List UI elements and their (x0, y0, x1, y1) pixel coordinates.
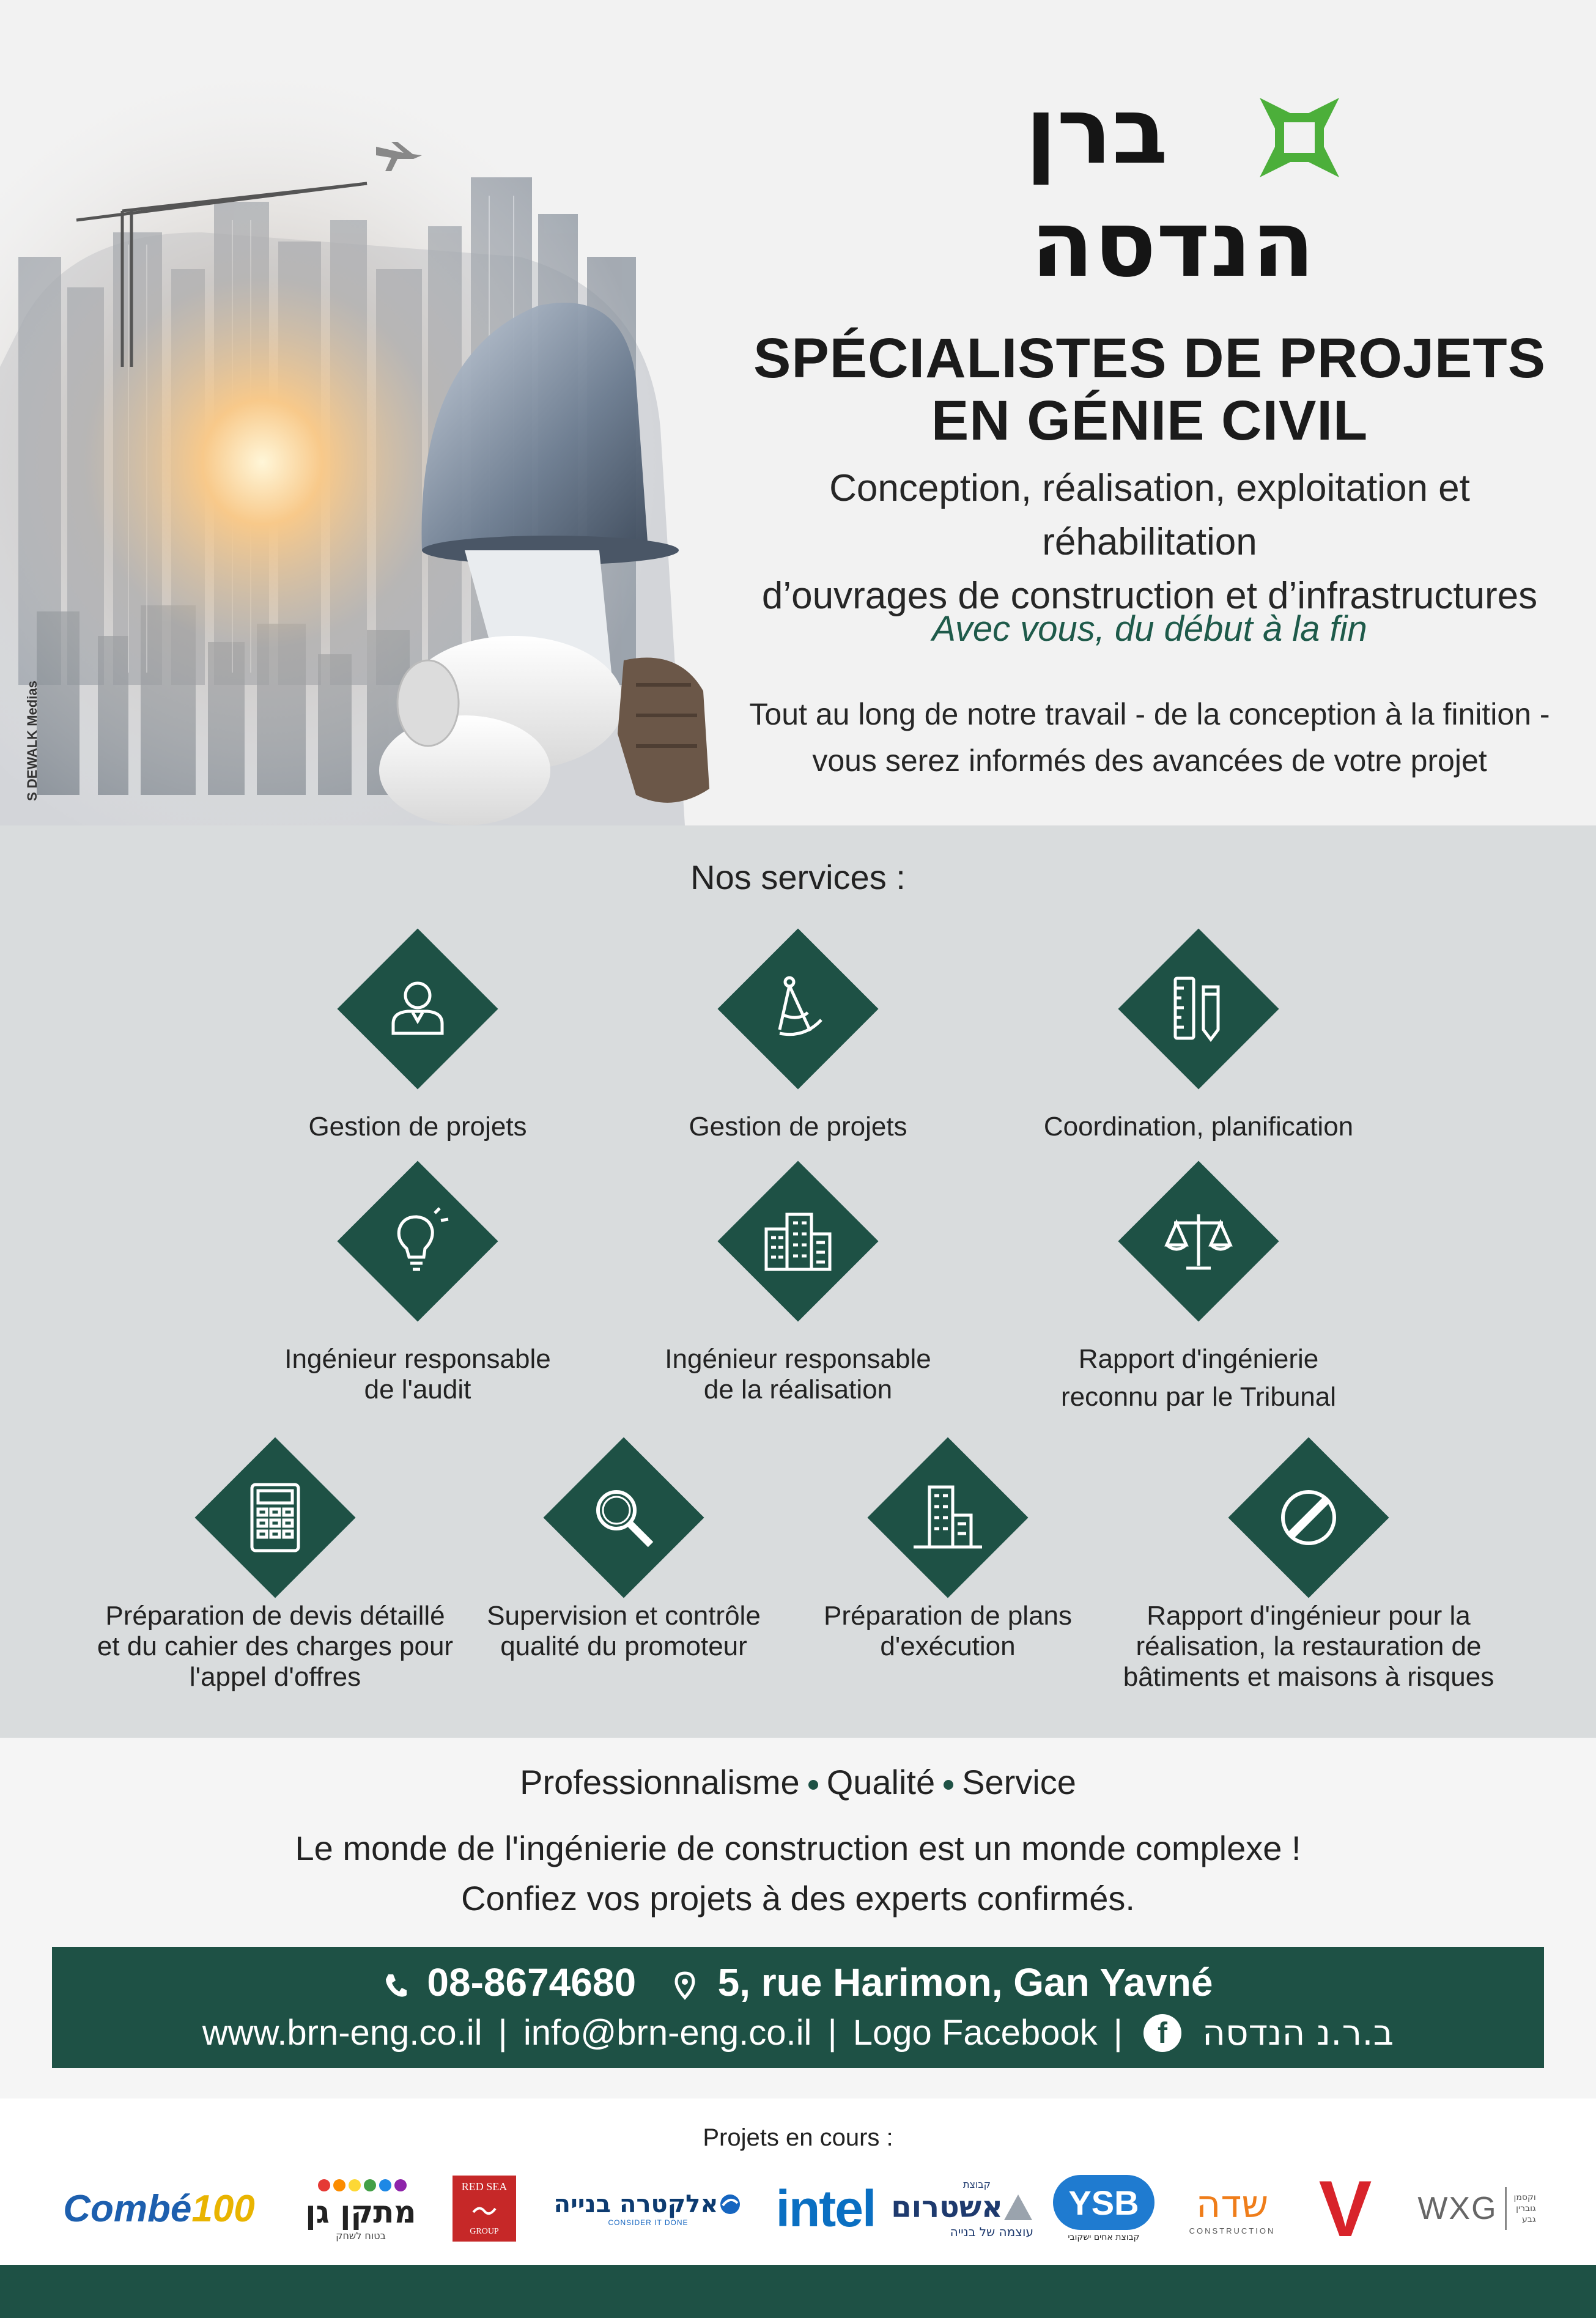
partner-logo-v (1315, 2166, 1376, 2251)
service-diamond (1118, 928, 1279, 1090)
service-label-line: Préparation de devis détaillé (105, 1601, 445, 1631)
services-section (0, 825, 1596, 1738)
service-item (608, 1161, 988, 1430)
service-label-line: de la réalisation (703, 1375, 893, 1404)
facebook-icon[interactable]: f (1143, 2014, 1181, 2052)
logo-text-brn: ברן (1025, 78, 1168, 185)
separator: | (827, 2013, 837, 2053)
partner-logo-intel (761, 2166, 890, 2251)
ashtrom-text: אשטרום (891, 2190, 1003, 2224)
ashtrom-triangle-icon (1003, 2192, 1033, 2223)
service-diamond (194, 1437, 356, 1598)
location-pin-icon (674, 1971, 696, 2000)
intel-text: intel (775, 2179, 876, 2237)
subtitle-line-2: d’ouvrages de construction et d’infrastructures (761, 575, 1538, 617)
address-text: 5, rue Harimon, Gan Yavné (717, 1960, 1213, 2004)
complex-line-1: Le monde de l'ingénierie de construction est un monde complexe ! (295, 1829, 1301, 1867)
partners-section (0, 2098, 1596, 2265)
wxg-subtext: גבע (1522, 2215, 1536, 2224)
service-label (434, 1601, 813, 1662)
lightbulb-icon (381, 1205, 454, 1278)
electra-subtext: CONSIDER IT DONE (608, 2218, 689, 2227)
intro-line-2: vous serez informés des avancées de votre projet (812, 744, 1487, 778)
service-item (1119, 1437, 1498, 1706)
service-label-line: réalisation, la restauration de (1136, 1631, 1482, 1661)
subtitle (722, 462, 1578, 623)
logo-text-handasa: הנדסה (1030, 191, 1315, 298)
combe-number: 100 (191, 2187, 255, 2230)
photo-credit: S DEWALK Medias (24, 681, 40, 801)
service-label-line: Ingénieur responsable (665, 1344, 931, 1374)
service-label (608, 1112, 988, 1142)
separator: | (498, 2013, 508, 2053)
service-label-line: Rapport d'ingénieur pour la (1147, 1601, 1471, 1631)
no-entry-icon (1272, 1481, 1345, 1554)
service-label-line: Supervision et contrôle (487, 1601, 761, 1631)
service-label (608, 1344, 988, 1405)
service-diamond (1228, 1437, 1389, 1598)
service-item (228, 1161, 607, 1430)
headline-line-1: SPÉCIALISTES DE PROJETS (753, 327, 1546, 389)
service-label (228, 1112, 607, 1142)
wxg-subtext: וקסמן (1513, 2193, 1536, 2202)
wxg-text: WXG (1417, 2191, 1498, 2226)
service-label-line: Coordination, planification (1043, 1112, 1354, 1142)
ysb-subtext: קבוצת אחים ישקובי (1068, 2232, 1140, 2242)
service-diamond (337, 1161, 498, 1322)
compass-icon (761, 972, 835, 1046)
v-logo-text: V (1318, 2164, 1372, 2253)
website-link[interactable]: www.brn-eng.co.il (202, 2013, 482, 2053)
matkan-gan-figures-icon (312, 2176, 410, 2194)
complex-line-2: Confiez vos projets à des experts confirmés. (461, 1879, 1135, 1918)
partner-logo-electra (547, 2166, 749, 2251)
red-sea-wave-icon (472, 2204, 497, 2217)
intro-line-1: Tout au long de notre travail - de la conception à la finition - (749, 697, 1550, 731)
buildings-icon (761, 1205, 835, 1278)
service-label-line: qualité du promoteur (500, 1631, 747, 1661)
city-engineer-illustration (0, 0, 795, 825)
ysb-text: YSB (1068, 2183, 1139, 2222)
headline (722, 327, 1578, 452)
partner-logo-wxg (1400, 2166, 1553, 2251)
separator: | (1113, 2013, 1123, 2053)
complex-statement (0, 1823, 1596, 1924)
service-label-line: bâtiments et maisons à risques (1123, 1662, 1494, 1692)
service-label (1009, 1112, 1388, 1142)
service-diamond (1118, 1161, 1279, 1322)
combe-text: Combé (63, 2187, 192, 2230)
hero-section (0, 0, 1596, 825)
phone-link[interactable]: 08-8674680 (427, 1960, 637, 2004)
intro-text (722, 691, 1578, 784)
red-sea-group-text: GROUP (470, 2227, 499, 2236)
email-link[interactable]: info@brn-eng.co.il (523, 2013, 812, 2053)
service-diamond (337, 928, 498, 1090)
service-diamond (717, 928, 879, 1090)
sade-subtext: CONSTRUCTION (1189, 2226, 1276, 2235)
service-item (758, 1437, 1137, 1706)
value-service: Service (962, 1763, 1076, 1801)
phone-icon (383, 1972, 408, 1999)
service-diamond (717, 1161, 879, 1322)
bullet-dot-icon (944, 1780, 953, 1790)
tagline: Avec vous, du début à la fin (932, 609, 1367, 649)
service-label (758, 1601, 1137, 1662)
partner-logo-ashtrom (891, 2166, 1033, 2251)
service-label-line: Ingénieur responsable (284, 1344, 551, 1374)
facebook-page-link[interactable]: ב.ר.נ הנדסה (1202, 2012, 1394, 2053)
contact-row-links (52, 2008, 1544, 2058)
company-logo (985, 79, 1351, 300)
services-title: Nos services : (690, 858, 906, 896)
wxg-divider (1505, 2187, 1507, 2230)
wxg-subtext: גוברין (1516, 2204, 1536, 2213)
partner-logo-matkan-gan (294, 2166, 428, 2251)
service-item (608, 928, 988, 1197)
footer-band (0, 2265, 1596, 2318)
red-sea-text: RED SEA (461, 2180, 508, 2193)
service-label-line: l'appel d'offres (189, 1662, 361, 1692)
service-label-line: Gestion de projets (308, 1112, 527, 1142)
building-plan-icon (911, 1481, 985, 1554)
partners-title: Projets en cours : (703, 2124, 893, 2151)
partner-logo-sade (1177, 2166, 1287, 2251)
contact-row-phone-address (52, 1958, 1544, 2007)
service-label-line: de l'audit (364, 1375, 471, 1404)
service-label-line: Gestion de projets (689, 1112, 907, 1142)
service-label-line: Rapport d'ingénierie (1078, 1344, 1319, 1374)
value-professionalism: Professionnalisme (520, 1763, 800, 1801)
bullet-dot-icon (808, 1780, 818, 1790)
partner-logo-ysb (1052, 2166, 1156, 2251)
service-label-line: et du cahier des charges pour (97, 1631, 454, 1661)
electra-swirl-icon (718, 2192, 742, 2216)
partner-logo-combe (55, 2166, 263, 2251)
service-diamond (867, 1437, 1029, 1598)
service-label (86, 1601, 465, 1692)
partner-logo-red-sea (453, 2166, 516, 2251)
service-item (1009, 1161, 1388, 1430)
service-label-line: d'exécution (880, 1631, 1016, 1661)
matkan-gan-text: מתקן גן (305, 2194, 416, 2230)
values-line (0, 1762, 1596, 1802)
ashtrom-subtext: עוצמה של בנייה (950, 2224, 1033, 2239)
magnifier-icon (587, 1481, 660, 1554)
service-diamond (543, 1437, 704, 1598)
service-item (86, 1437, 465, 1706)
ashtrom-top-text: קבוצת (963, 2178, 991, 2190)
sade-text: שדה (1195, 2182, 1269, 2226)
service-item (1009, 928, 1388, 1197)
contact-bar (52, 1947, 1544, 2068)
headline-line-2: EN GÉNIE CIVIL (931, 389, 1369, 452)
logo-star-mark-icon (1254, 92, 1345, 183)
service-label-line: Préparation de plans (823, 1601, 1073, 1631)
service-item (434, 1437, 813, 1706)
facebook-label: Logo Facebook (852, 2013, 1098, 2053)
service-label (1119, 1601, 1498, 1692)
calculator-icon (238, 1481, 312, 1554)
service-label (228, 1344, 607, 1405)
value-quality: Qualité (826, 1763, 936, 1801)
service-item (228, 928, 607, 1197)
ruler-pencil-icon (1162, 972, 1235, 1046)
person-icon (381, 972, 454, 1046)
service-label-line: reconnu par le Tribunal (1060, 1382, 1337, 1412)
electra-text: אלקטרה בנייה (553, 2190, 719, 2218)
matkan-gan-subtext: בטוח לשחק (336, 2229, 386, 2242)
service-label (1009, 1344, 1388, 1412)
subtitle-line-1: Conception, réalisation, exploitation et réhabilitation (829, 467, 1470, 563)
scales-icon (1162, 1205, 1235, 1278)
